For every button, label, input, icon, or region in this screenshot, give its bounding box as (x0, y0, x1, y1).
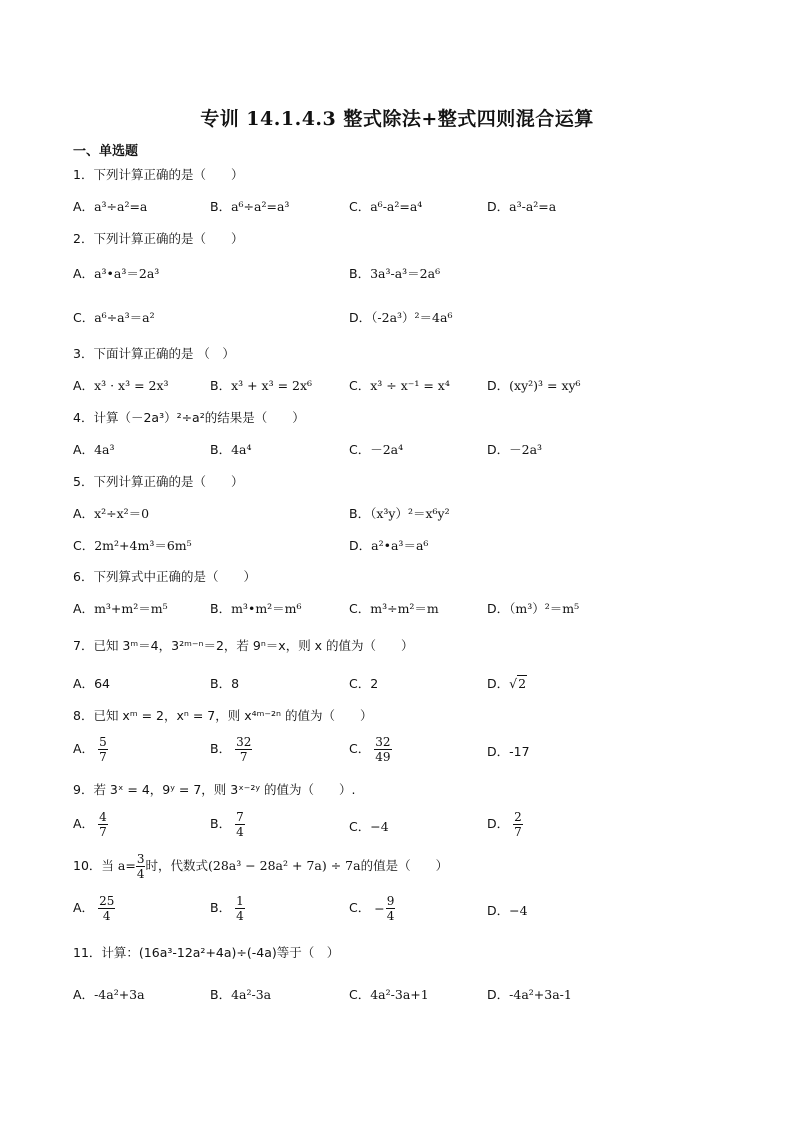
fraction: $\frac{1}{4}$ (236, 894, 244, 923)
q3-option-d[interactable]: D．(xy²)³ = xy⁶ (487, 378, 581, 393)
question-11-stem: 11．计算：(16a³-12a²+4a)÷(-4a)等于（ ） (73, 945, 340, 960)
q6-option-b[interactable]: B．m³•m²＝m⁶ (210, 601, 302, 616)
q3-option-a[interactable]: A．x³ · x³ = 2x³ (73, 378, 169, 393)
question-2-stem: 2．下列计算正确的是（ ） (73, 231, 244, 246)
q2-option-d[interactable]: D．（-2a³）²＝4a⁶ (349, 310, 453, 325)
q8-option-a[interactable]: A． $\frac{5}{7}$ (73, 735, 107, 764)
q5-option-c[interactable]: C．2m²+4m³＝6m⁵ (73, 538, 192, 553)
q6-option-c[interactable]: C．m³÷m²＝m (349, 601, 439, 616)
q9-option-a[interactable]: A． $\frac{4}{7}$ (73, 810, 107, 839)
fraction: $\frac{32}{7}$ (236, 735, 252, 764)
question-10-stem: 10．当 a= $\frac{3}{4}$ 时，代数式(28a³ − 28a² + 7a) ÷ 7a的值是（ ） (73, 852, 449, 881)
fraction: $\frac{4}{7}$ (99, 810, 107, 839)
q10-option-c[interactable]: C． − $\frac{9}{4}$ (349, 894, 395, 923)
q7-option-d[interactable]: D．√2 (487, 676, 527, 691)
q9-option-b[interactable]: B． $\frac{7}{4}$ (210, 810, 244, 839)
question-9-stem: 9．若 3ˣ = 4，9ʸ = 7，则 3ˣ⁻²ʸ 的值为（ ）. (73, 782, 356, 797)
fraction: $\frac{2}{7}$ (514, 810, 522, 839)
q1-option-d[interactable]: D．a³-a²=a (487, 199, 557, 214)
q11-option-a[interactable]: A．-4a²+3a (73, 987, 145, 1002)
q2-option-c[interactable]: C．a⁶÷a³＝a² (73, 310, 155, 325)
q2-option-b[interactable]: B．3a³-a³＝2a⁶ (349, 266, 441, 281)
q11-option-d[interactable]: D．-4a²+3a-1 (487, 987, 572, 1002)
q2-option-a[interactable]: A．a³•a³＝2a³ (73, 266, 160, 281)
q9-option-d[interactable]: D． $\frac{2}{7}$ (487, 810, 522, 839)
sqrt-symbol: √2 (509, 676, 527, 691)
question-6-stem: 6．下列算式中正确的是（ ） (73, 569, 256, 584)
q7-option-c[interactable]: C．2 (349, 676, 379, 691)
fraction: $\frac{5}{7}$ (99, 735, 107, 764)
q11-option-b[interactable]: B．4a²-3a (210, 987, 272, 1002)
q8-option-b[interactable]: B． $\frac{32}{7}$ (210, 735, 252, 764)
question-8-stem: 8．已知 xᵐ = 2，xⁿ = 7，则 x⁴ᵐ⁻²ⁿ 的值为（ ） (73, 708, 373, 723)
q6-option-d[interactable]: D．（m³）²＝m⁵ (487, 601, 580, 616)
question-3-stem: 3．下面计算正确的是 （ ） (73, 346, 235, 361)
q11-option-c[interactable]: C．4a²-3a+1 (349, 987, 429, 1002)
q10-option-a[interactable]: A． $\frac{25}{4}$ (73, 894, 115, 923)
question-7-stem: 7．已知 3ᵐ＝4，3²ᵐ⁻ⁿ＝2，若 9ⁿ＝x，则 x 的值为（ ） (73, 638, 414, 653)
question-4-stem: 4．计算（－2a³）²÷a²的结果是（ ） (73, 410, 305, 425)
q1-option-c[interactable]: C．a⁶-a²=a⁴ (349, 199, 423, 214)
q9-option-c[interactable]: C．−4 (349, 819, 389, 834)
fraction: $\frac{25}{4}$ (99, 894, 115, 923)
q7-option-b[interactable]: B．8 (210, 676, 240, 691)
section-heading: 一、单选题 (73, 144, 139, 159)
fraction: $\frac{7}{4}$ (236, 810, 244, 839)
q1-option-a[interactable]: A．a³÷a²=a (73, 199, 148, 214)
fraction: $\frac{32}{49}$ (375, 735, 391, 764)
q5-option-d[interactable]: D．a²•a³＝a⁶ (349, 538, 429, 553)
q10-option-d[interactable]: D．−4 (487, 903, 528, 918)
q8-option-d[interactable]: D．-17 (487, 744, 530, 759)
q8-option-c[interactable]: C． $\frac{32}{49}$ (349, 735, 391, 764)
q3-option-c[interactable]: C．x³ ÷ x⁻¹ = x⁴ (349, 378, 450, 393)
question-5-stem: 5．下列计算正确的是（ ） (73, 474, 244, 489)
question-1-stem: 1．下列计算正确的是（ ） (73, 167, 244, 182)
q10-option-b[interactable]: B． $\frac{1}{4}$ (210, 894, 244, 923)
q5-option-a[interactable]: A．x²÷x²＝0 (73, 506, 150, 521)
fraction: $\frac{3}{4}$ (136, 852, 145, 881)
q1-option-b[interactable]: B．a⁶÷a²=a³ (210, 199, 290, 214)
fraction: $\frac{9}{4}$ (386, 894, 395, 923)
q7-option-a[interactable]: A．64 (73, 676, 110, 691)
q3-option-b[interactable]: B．x³ + x³ = 2x⁶ (210, 378, 313, 393)
page-title: 专训 14.1.4.3 整式除法+整式四则混合运算 (200, 108, 594, 130)
q4-option-c[interactable]: C．－2a⁴ (349, 442, 404, 457)
q5-option-b[interactable]: B．（x³y）²＝x⁶y² (349, 506, 450, 521)
q4-option-b[interactable]: B．4a⁴ (210, 442, 252, 457)
q4-option-a[interactable]: A．4a³ (73, 442, 115, 457)
q6-option-a[interactable]: A．m³+m²＝m⁵ (73, 601, 168, 616)
q4-option-d[interactable]: D．－2a³ (487, 442, 543, 457)
